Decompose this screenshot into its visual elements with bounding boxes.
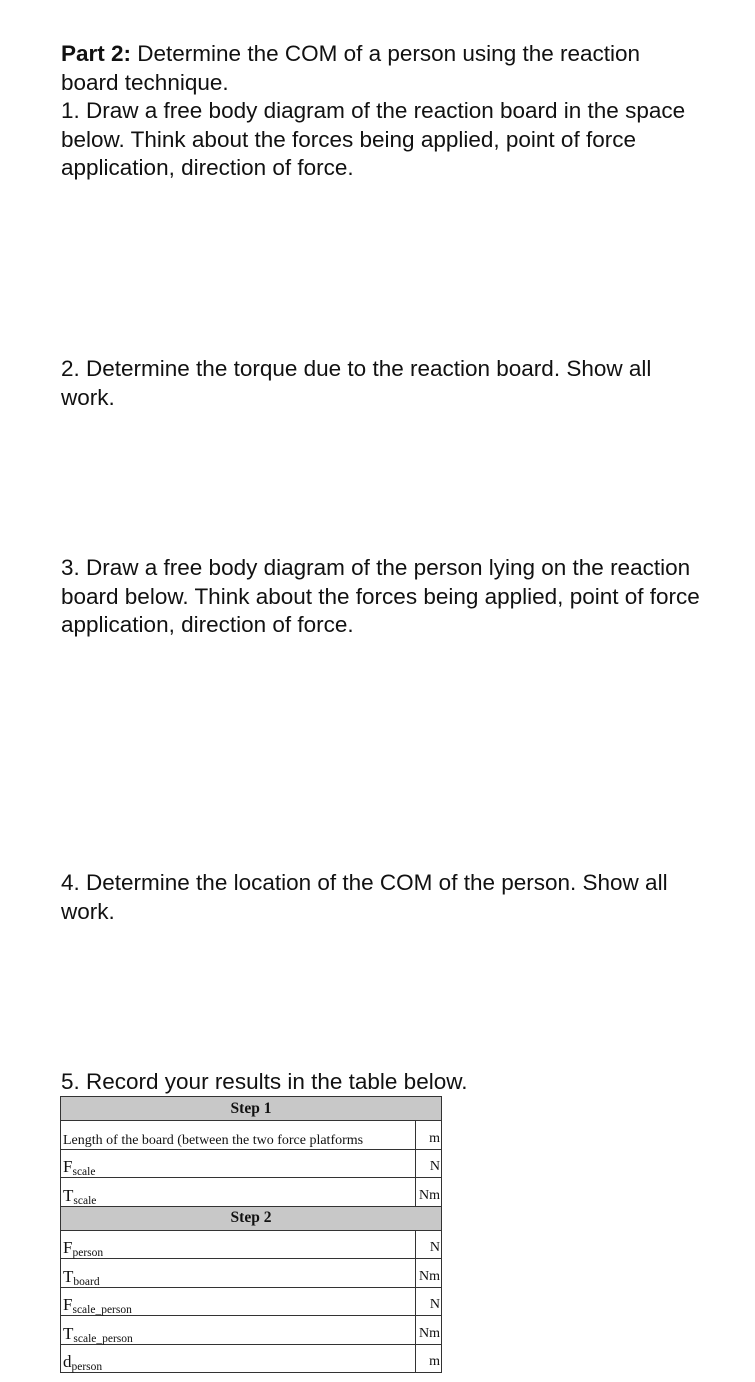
board-length-unit: m	[416, 1121, 442, 1150]
results-table	[60, 1096, 442, 1373]
t-scale-person-unit: Nm	[416, 1316, 442, 1345]
t-scale-label	[61, 1178, 416, 1207]
f-scale-label	[61, 1149, 416, 1178]
step-1-header-row	[61, 1097, 442, 1121]
t-board-unit: Nm	[416, 1259, 442, 1288]
table-row	[61, 1230, 442, 1259]
f-scale-symbol: F	[63, 1157, 73, 1176]
f-person-unit: N	[416, 1230, 442, 1259]
f-scale-unit: N	[416, 1149, 442, 1178]
table-row	[61, 1344, 442, 1373]
f-scale-person-subscript: scale_person	[72, 1304, 132, 1316]
t-board-symbol: T	[63, 1266, 74, 1286]
board-length-label: Length of the board (between the two force platforms	[61, 1121, 416, 1150]
t-scale-unit: Nm	[416, 1178, 442, 1207]
part-label: Part 2:	[61, 41, 132, 66]
table-row	[61, 1178, 442, 1207]
intro-block	[61, 40, 701, 183]
f-scale-person-symbol: F	[63, 1295, 73, 1314]
question-5: 5. Record your results in the table below.	[61, 1069, 468, 1094]
d-person-unit: m	[416, 1344, 442, 1373]
question-2: 2. Determine the torque due to the reaction board. Show all work.	[61, 356, 652, 410]
table-row	[61, 1149, 442, 1178]
t-scale-subscript: scale	[73, 1194, 97, 1207]
f-person-label	[61, 1230, 416, 1259]
question-4: 4. Determine the location of the COM of the person. Show all work.	[61, 870, 668, 924]
f-scale-person-unit: N	[416, 1287, 442, 1316]
step-2-header: Step 2	[61, 1206, 442, 1230]
t-board-subscript: board	[73, 1275, 100, 1288]
f-person-symbol: F	[63, 1238, 73, 1257]
table-row	[61, 1121, 442, 1150]
f-person-subscript: person	[72, 1247, 104, 1259]
t-scale-person-symbol: T	[63, 1323, 74, 1343]
d-person-subscript: person	[71, 1361, 103, 1373]
f-scale-person-label	[61, 1287, 416, 1316]
t-scale-person-label	[61, 1316, 416, 1345]
question-1: 1. Draw a free body diagram of the reaction board in the space below. Think about the forces being applied, point of force application, direction of force.	[61, 98, 686, 180]
table-row	[61, 1287, 442, 1316]
d-person-symbol: d	[63, 1352, 72, 1371]
d-person-label	[61, 1344, 416, 1373]
f-scale-subscript: scale	[72, 1166, 96, 1178]
part-title: Determine the COM of a person using the reaction board technique.	[61, 41, 641, 95]
t-board-label	[61, 1259, 416, 1288]
question-3: 3. Draw a free body diagram of the person lying on the reaction board below. Think about the forces being applied, point of force application, direction of force.	[61, 555, 700, 637]
step-1-header: Step 1	[61, 1097, 442, 1121]
t-scale-person-subscript: scale_person	[73, 1332, 133, 1345]
table-row	[61, 1316, 442, 1345]
step-2-header-row	[61, 1206, 442, 1230]
table-row	[61, 1259, 442, 1288]
t-scale-symbol: T	[63, 1185, 74, 1205]
